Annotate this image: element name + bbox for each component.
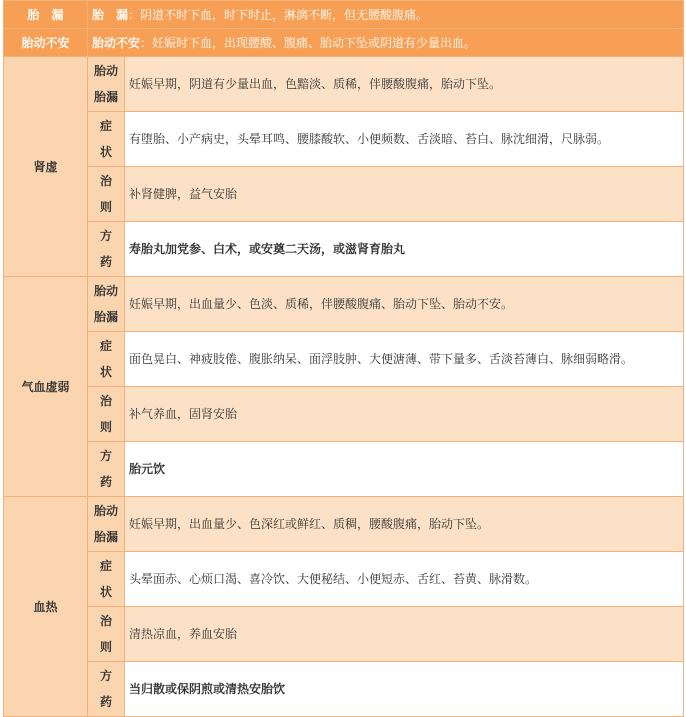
row-label: 胎动 胎漏 <box>88 57 125 112</box>
header-row <box>4 1 684 29</box>
row-text: 寿胎丸加党参、白术，或安奠二天汤，或滋肾育胎丸 <box>125 222 684 277</box>
row-label: 方 药 <box>88 662 125 717</box>
row-label: 治 则 <box>88 167 125 222</box>
table-row <box>4 332 684 387</box>
syndrome-table <box>3 0 684 717</box>
group-name: 肾虚 <box>4 57 88 277</box>
header-definition-text: 妊娠时下血，出现腰酸、腹痛、胎动下坠或阴道有少量出血。 <box>152 35 477 50</box>
row-label: 治 则 <box>88 607 125 662</box>
row-text: 当归散或保阴煎或清热安胎饮 <box>125 662 684 717</box>
row-text: 胎元饮 <box>125 442 684 497</box>
table-row <box>4 57 684 112</box>
header-term: 胎动不安 <box>92 35 141 50</box>
table-row <box>4 112 684 167</box>
row-text: 妊娠早期，出血量少、色深红或鲜红、质稠，腰酸腹痛，胎动下坠。 <box>125 497 684 552</box>
table-row <box>4 662 684 717</box>
syndrome-table-container <box>3 0 683 709</box>
header-term: 胎 漏 <box>92 7 129 22</box>
group-name: 血热 <box>4 497 88 717</box>
row-text: 有堕胎、小产病史，头晕耳鸣、腰膝酸软、小便频数、舌淡暗、苔白、脉沈细滑，尺脉弱。 <box>125 112 684 167</box>
table-row <box>4 552 684 607</box>
table-row <box>4 387 684 442</box>
row-label: 方 药 <box>88 442 125 497</box>
row-label: 方 药 <box>88 222 125 277</box>
row-text: 妊娠早期，出血量少、色淡、质稀，伴腰酸腹痛、胎动下坠、胎动不安。 <box>125 277 684 332</box>
table-row <box>4 277 684 332</box>
row-label: 胎动 胎漏 <box>88 277 125 332</box>
group-name: 气血虚弱 <box>4 277 88 497</box>
row-text: 清热凉血，养血安胎 <box>125 607 684 662</box>
header-label: 胎动不安 <box>4 29 88 57</box>
row-label: 治 则 <box>88 387 125 442</box>
header-definition-text: 阴道不时下血，时下时止，淋漓不断，但无腰酸腹痛。 <box>140 7 429 22</box>
row-text: 面色晃白、神疲肢倦、腹胀纳呆、面浮肢肿、大便溏薄、带下量多、舌淡苔薄白、脉细弱略滑。 <box>125 332 684 387</box>
header-row <box>4 29 684 57</box>
row-text: 头晕面赤、心烦口渴、喜冷饮、大便秘结、小便短赤、舌红、苔黄、脉滑数。 <box>125 552 684 607</box>
row-text: 补肾健脾，益气安胎 <box>125 167 684 222</box>
row-label: 胎动 胎漏 <box>88 497 125 552</box>
table-row <box>4 497 684 552</box>
header-definition: 胎动不安：妊娠时下血，出现腰酸、腹痛、胎动下坠或阴道有少量出血。 <box>88 29 684 57</box>
row-text: 妊娠早期，阴道有少量出血，色黯淡、质稀，伴腰酸腹痛，胎动下坠。 <box>125 57 684 112</box>
row-text: 补气养血，固肾安胎 <box>125 387 684 442</box>
row-label: 症 状 <box>88 552 125 607</box>
header-definition: 胎 漏：阴道不时下血，时下时止，淋漓不断，但无腰酸腹痛。 <box>88 1 684 29</box>
table-row <box>4 442 684 497</box>
row-label: 症 状 <box>88 112 125 167</box>
table-row <box>4 167 684 222</box>
table-row <box>4 222 684 277</box>
row-label: 症 状 <box>88 332 125 387</box>
header-label: 胎 漏 <box>4 1 88 29</box>
table-row <box>4 607 684 662</box>
